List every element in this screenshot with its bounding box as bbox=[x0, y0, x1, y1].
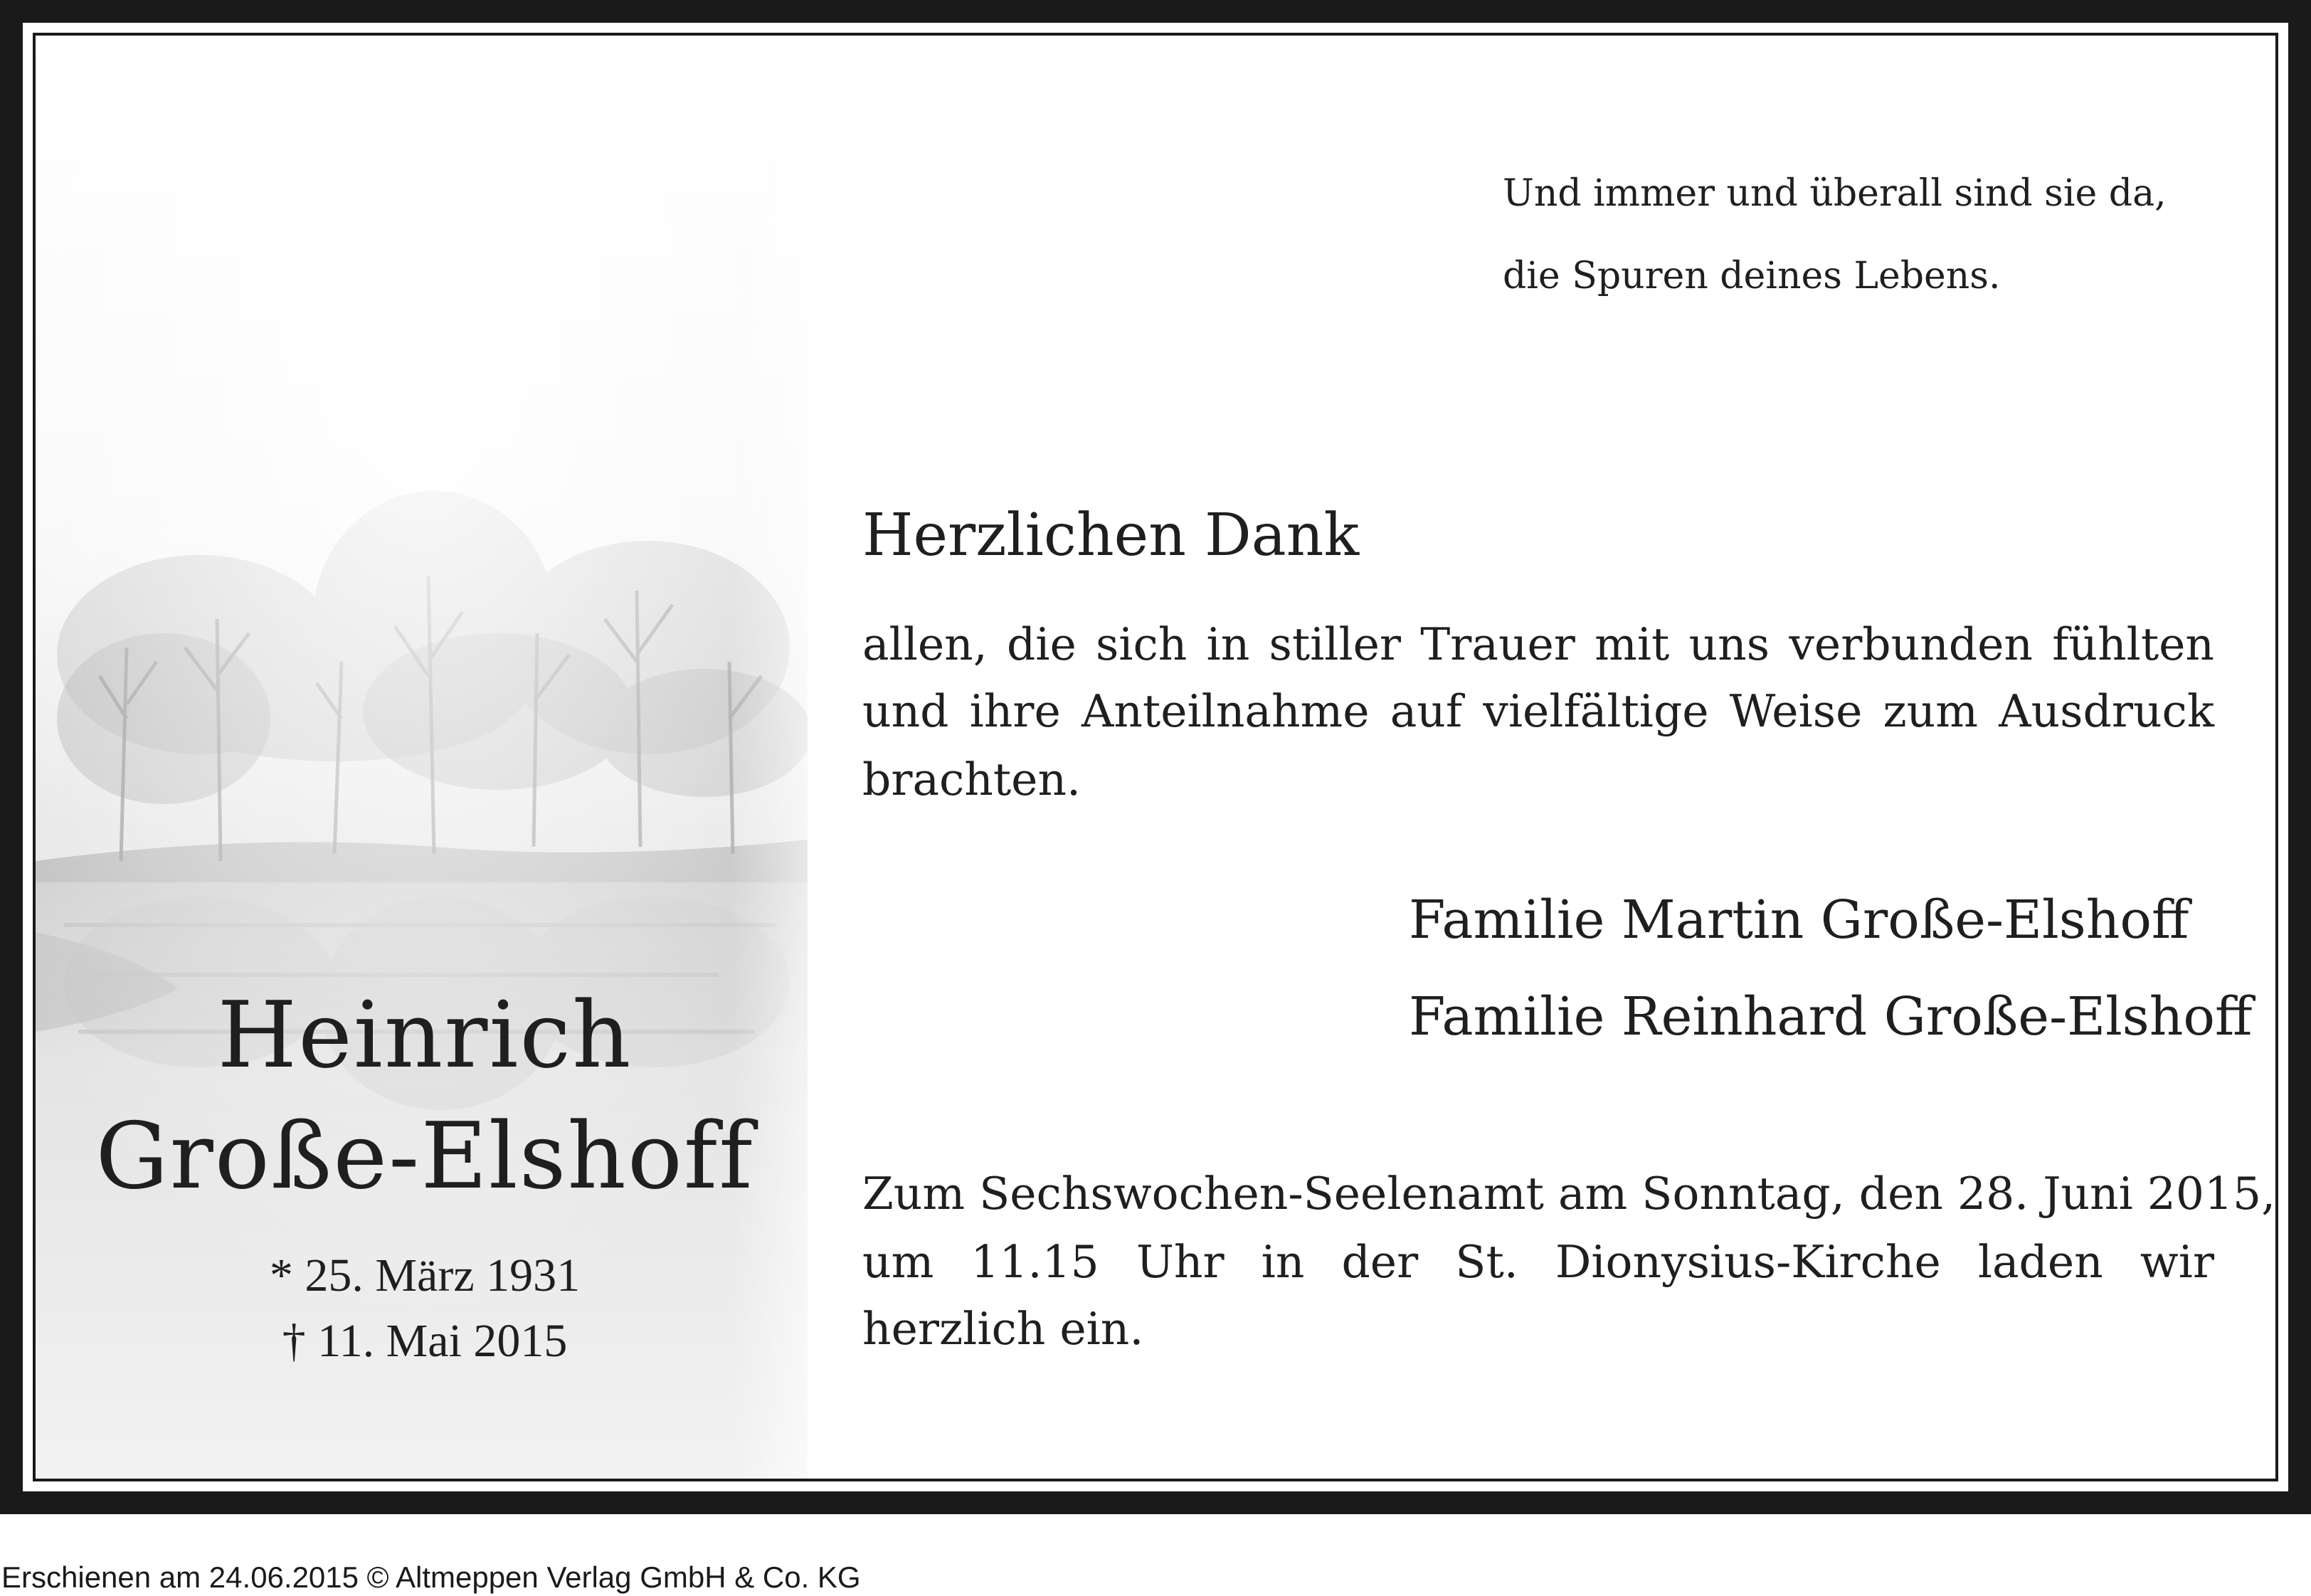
deceased-last-name: Große-Elshoff bbox=[95, 1104, 754, 1210]
thanks-text-line: allen, die sich in stiller Trauer mit uns verbunden fühlten bbox=[862, 618, 2214, 670]
motto-line-1: Und immer und überall sind sie da, bbox=[1503, 172, 2167, 215]
family-signature: Familie Martin Große-Elshoff bbox=[1409, 889, 2189, 951]
thanks-heading: Herzlichen Dank bbox=[862, 502, 1360, 569]
thanks-text-line: und ihre Anteilnahme auf vielfältige Weise zum Ausdruck bbox=[862, 685, 2214, 737]
publication-imprint: Erschienen am 24.06.2015 © Altmeppen Verlag GmbH & Co. KG bbox=[1, 1560, 861, 1594]
birth-date: * 25. März 1931 bbox=[269, 1249, 581, 1301]
thanks-text-line: brachten. bbox=[862, 754, 1082, 805]
memorial-mass-line: herzlich ein. bbox=[862, 1303, 1144, 1355]
motto-line-2: die Spuren deines Lebens. bbox=[1503, 255, 2001, 297]
memorial-mass-line: Zum Sechswochen-Seelenamt am Sonntag, den 28. Juni 2015, bbox=[862, 1168, 2276, 1220]
memorial-mass-line: um 11.15 Uhr in der St. Dionysius-Kirche laden wir bbox=[862, 1236, 2214, 1288]
family-signature: Familie Reinhard Große-Elshoff bbox=[1409, 986, 2253, 1047]
death-date: † 11. Mai 2015 bbox=[282, 1315, 568, 1367]
deceased-first-name: Heinrich bbox=[217, 983, 633, 1089]
notice-card bbox=[23, 23, 2288, 1491]
